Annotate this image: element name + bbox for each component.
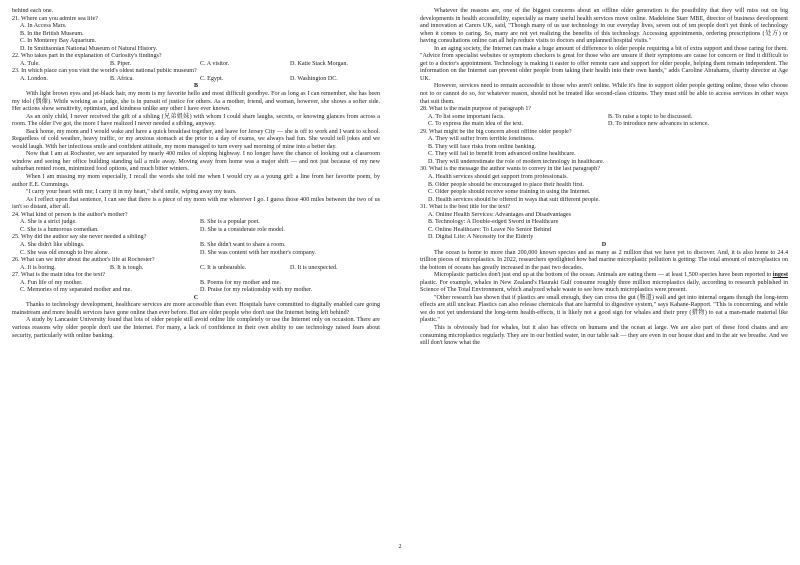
question-31: 31. What is the best title for the text? xyxy=(420,204,511,211)
option-29a[interactable]: A. They will suffer from terrible loneliness. xyxy=(428,136,535,143)
option-22d[interactable]: D. Katie Stack Morgan. xyxy=(290,60,348,67)
passage-c-paragraph: Thanks to technology development, healthcare services are more accessible than ever. Hospitals have committed to digitally enabled care going mainstream and more health services have gone online than ever before. But are older people who don't use the Internet being left behind? xyxy=(12,302,380,316)
passage-c-paragraph: In an aging society, the Internet can make a huge amount of difference to older people requiring a bit of extra support and those caring for them. "Advice from specialist websites or symptom checkers is great for those who are unsure if their symptoms are cause for concern or find it difficult to get to a doctor's appointment. Technology is making it easier to offer remote care and support for older people, helping them remain independent. The information on the Internet can prevent older people from taking their health into their own hands," adds Caroline Abrahams, charity director at Age UK. xyxy=(420,45,788,82)
section-c-heading: C xyxy=(193,294,199,301)
section-d-heading: D xyxy=(601,241,607,248)
option-26d[interactable]: D. It is unexpected. xyxy=(290,264,338,271)
right-column xyxy=(420,8,788,348)
left-column xyxy=(12,8,380,340)
question-21: 21. Where can you admire sea life? xyxy=(12,15,99,22)
option-28a[interactable]: A. To list some important facts. xyxy=(428,113,505,120)
option-23b[interactable]: B. Africa. xyxy=(110,75,134,82)
option-25b[interactable]: B. She didn't want to share a room. xyxy=(200,241,286,248)
passage-d-paragraph: The ocean is home to more than 200,000 known species and as many as 2 million that we have yet to discover. And, it is also home to 24.4 trillion pieces of microplastics. In 2022, researchers spotlighted how bad marine microplastic pollution is getting: The total amount of microplastics on the bottom of oceans has greatly increased in the past two decades. xyxy=(420,249,788,271)
option-23a[interactable]: A. London. xyxy=(20,75,48,82)
option-24b[interactable]: B. She is a popular poet. xyxy=(200,219,260,226)
option-31d[interactable]: D. Digital Life: A Necessity for the Elderly xyxy=(428,234,534,241)
passage-b-paragraph: Back home, my mom and I would wake and have a quick breakfast together, and leave for Jersey City — she is off to work and I want to school. Regardless of cold weather, heavy traffic, or my anxious stomach at the prior to a day of exams, we always had fun. She would tell jokes and we would laugh. With her infectious smile and confident attitude, my mom managed to turn every sad morning of mine into a better day. xyxy=(12,128,380,150)
option-23c[interactable]: C. Egypt. xyxy=(200,75,224,82)
keyword-ingest: ingest xyxy=(772,272,788,279)
option-27a[interactable]: A. Fun life of my mother. xyxy=(20,279,83,286)
passage-b-paragraph: As I reflect upon that sentence, I can see that there is a piece of my mom with me wherever I go. I guess those 400 miles between the two of us isn't so distant, after all. xyxy=(12,196,380,211)
question-30: 30. What is the message the author wants to convey in the last paragraph? xyxy=(420,166,600,173)
option-21b[interactable]: B. In the British Museum. xyxy=(20,30,84,37)
option-28c[interactable]: C. To express the main idea of the text. xyxy=(428,121,524,128)
option-22b[interactable]: B. Piper. xyxy=(110,60,132,67)
option-29d[interactable]: D. They will underestimate the role of modern technology in healthcare. xyxy=(428,158,605,165)
option-27c[interactable]: C. Memories of my separated mother and me. xyxy=(20,287,132,294)
option-25a[interactable]: A. She didn't like siblings. xyxy=(20,241,85,248)
option-24a[interactable]: A. She is a strict judge. xyxy=(20,219,77,226)
option-31b[interactable]: B. Technology: A Double-edged Sword in Healthcare xyxy=(428,219,559,226)
question-29: 29. What might be the big concern about offline older people? xyxy=(420,128,572,135)
option-23d[interactable]: D. Washington DC. xyxy=(290,75,338,82)
option-24d[interactable]: D. She is a considerate role model. xyxy=(200,226,285,233)
section-b-heading: B xyxy=(193,83,199,90)
option-25d[interactable]: D. She was content with her mother's company. xyxy=(200,249,316,256)
options-22 xyxy=(12,61,380,69)
passage-d-paragraph: This is obviously bad for whales, but it also has effects on humans and the ocean at large. We are also part of these food chains and are consuming microplastics regularly. They are in our bottled water, in our table salt — they are even in our house dust and in the air we breathe. And we still don't know what the xyxy=(420,324,788,347)
question-25: 25. Why did the author say she never needed a sibling? xyxy=(12,234,147,241)
option-26a[interactable]: A. It is boring. xyxy=(20,264,56,271)
options-25-ab xyxy=(12,242,380,250)
option-30d[interactable]: D. Health services should be offered in ways that suit different people. xyxy=(428,196,600,203)
option-29c[interactable]: C. They will fail to benefit from advanced online healthcare. xyxy=(428,151,576,158)
question-28: 28. What is the main purpose of paragraph 1? xyxy=(420,106,532,113)
option-28b[interactable]: B. To raise a topic to be discussed. xyxy=(608,113,693,120)
option-21a[interactable]: A. In Access Mars. xyxy=(20,23,67,30)
option-22a[interactable]: A. Tule. xyxy=(20,60,40,67)
option-30b[interactable]: B. Older people should be encouraged to place their health first. xyxy=(428,181,585,188)
question-26: 26. What can we infer about the author's life at Rochester? xyxy=(12,257,155,264)
passage-b-paragraph: When I am missing my mom especially, I recall the words she told me when I would cry as a young girl: a line from her favorite poem, by author E.E. Cummings. xyxy=(12,174,380,188)
passage-c-paragraph: Whatever the reasons are, one of the biggest concerns about an offline older generation is the possibility that they will miss out on big developments in health accessibility, especially as many useful health services move online. Madeleine Starr MBE, director of business development and innovation at Carers UK, said, "Though many of us use technology in our everyday lives, seven out of ten people don't yet think of technology when it comes to caring. So, many are not yet realizing the benefits of this technology. Accessing appointments, ordering prescriptions (处方) or having consultations online can all help reduce visits to doctors and unplanned hospital visits." xyxy=(420,8,788,45)
option-24c[interactable]: C. She is a humorous comedian. xyxy=(20,226,99,233)
passage-c-paragraph: A study by Lancaster University found that lots of older people still avoid online life completely or use the Internet only on occasion. There are various reasons why older people don't use the Internet. For many, a lack of confidence in their own ability to use technology raised fears about security, particularly with online banking. xyxy=(12,317,380,339)
options-24-cd xyxy=(12,227,380,235)
question-27: 27. What is the main idea for the text? xyxy=(12,272,106,279)
passage-b-paragraph: As an only child, I never received the gift of a sibling (兄弟姐妹) with whom I could share laughs, secrets, or knowing glances from across a room. The older I've got, the more I have realized I never needed a sibling, anyway. xyxy=(12,113,380,128)
page-number: 2 xyxy=(398,544,402,550)
option-31a[interactable]: A. Online Health Services: Advantages and Disadvantages xyxy=(428,211,571,218)
passage-b-paragraph: With light brown eyes and jet-black hair, my mom is my favorite hello and most difficult goodbye. For as long as I can remember, she has been my idol (偶像). While working as a judge, she is in pursuit of justice for others. As a mother, friend, and woman, however, she shows a softer side. Her actions show sensitivity, optimism, and kindness unlike any other I have ever known. xyxy=(12,91,380,113)
options-26 xyxy=(12,265,380,273)
option-31c[interactable]: C. Online Healthcare: To Leave No Senior Behind xyxy=(428,226,551,233)
question-22: 22. Who takes part in the explanation of Curiosity's findings? xyxy=(12,53,162,60)
passage-b-paragraph: Now that I am at Rochester, we are separated by nearly 400 miles of sloping highway. I no longer have the chance of looking out a classroom window and seeing her office building standing tall a mile away. Moving away from home was a major shift — and not just because of my new suburban rented room, minimized food options, and much bitter winters. xyxy=(12,151,380,173)
options-25-cd xyxy=(12,250,380,258)
option-30c[interactable]: C. Older people should receive some training in using the Internet. xyxy=(428,189,591,196)
option-21c[interactable]: C. In Monterey Bay Aquarium. xyxy=(20,38,97,45)
option-25c[interactable]: C. She was old enough to live alone. xyxy=(20,249,110,256)
question-24: 24. What kind of person is the author's mother? xyxy=(12,211,128,218)
option-27d[interactable]: D. Praise for my relationship with my mother. xyxy=(200,287,313,294)
options-24-ab xyxy=(12,219,380,227)
passage-a-tail: behind each one. xyxy=(12,8,54,14)
option-29b[interactable]: B. They will face risks from online banking. xyxy=(428,143,537,150)
options-28-cd xyxy=(420,121,788,129)
passage-d-paragraph-ingest: Microplastic particles don't just end up at the bottom of the ocean. Animals are eating them — at least 1,500 species have been reported to ingest plastic. For example, whales in New Zealand's Hauraki Gulf consume roughly three million microplastics daily, according to research published in Science of The Total Environment, which analyzed whale waste to see how much microplastics were present. xyxy=(420,272,788,294)
options-23 xyxy=(12,76,380,84)
passage-b-paragraph: "I carry your heart with me; I carry it in my heart," she'd smile, wiping away my tears. xyxy=(26,189,237,196)
question-23: 23. In which place can you visit the world's oldest national public museum? xyxy=(12,68,197,75)
option-27b[interactable]: B. Poems for my mother and me. xyxy=(200,279,281,286)
passage-d-paragraph: "Other research has shown that if plastics are small enough, they can cross the gut (肠道) wall and get into internal organs though the long-term effects are still unclear. Plastics can also release chemicals that are harmful to digestive system," says Kahane-Rapport. "This is concerning, and while we do not yet understand the long-term health-effects, it is likely not a good sign for whales and their prey (猎物) to eat a man-made material like plastic." xyxy=(420,294,788,324)
option-28d[interactable]: D. To introduce new advances in science. xyxy=(608,121,709,128)
option-22c[interactable]: C. A visitor. xyxy=(200,60,230,67)
option-26b[interactable]: B. It is tough. xyxy=(110,264,144,271)
option-30a[interactable]: A. Health services should get support from professionals. xyxy=(428,174,568,181)
passage-c-paragraph: However, services need to remain accessible to those who aren't online. While it's fine to support older people getting online, those who choose not to or cannot do so, for whatever reason, should not be treated like second-class citizens. They must still be able to access services in other ways that suit them. xyxy=(420,83,788,105)
option-26c[interactable]: C. It is unbearable. xyxy=(200,264,247,271)
option-21d[interactable]: D. In Smithsonian National Museum of Natural History. xyxy=(20,45,158,52)
options-27-cd xyxy=(12,287,380,295)
